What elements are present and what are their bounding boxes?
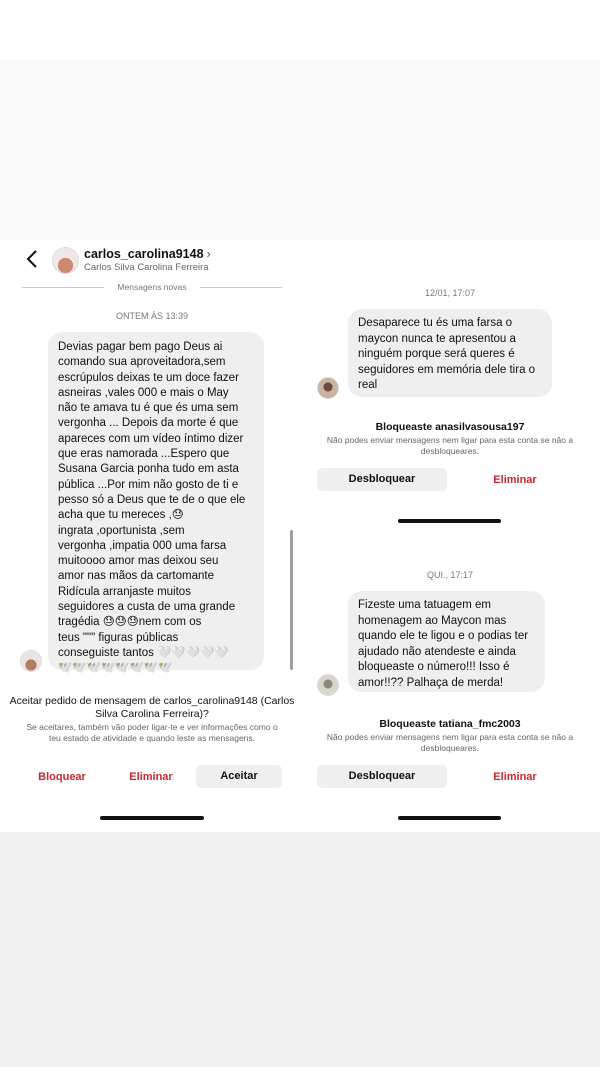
thread2-sender-avatar: [317, 674, 339, 696]
thread1-message-line: real: [358, 379, 378, 391]
message-request-panel: [8, 240, 296, 826]
delete-button[interactable]: Eliminar: [129, 771, 173, 783]
chevron-right-icon: ›: [206, 247, 211, 261]
message-line: comando sua aproveitadora,sem: [58, 356, 226, 369]
message-line: que eras namorada ...Espero que: [58, 448, 230, 461]
message-line: vergonha ... Depois da morte é que: [58, 417, 239, 430]
request-info: Se aceitares, também vão poder ligar-te e ver informações como o teu estado de atividade e quando leste as mensagens.: [26, 722, 278, 743]
message-line: conseguiste tantos 🤍🤍🤍🤍🤍: [58, 646, 229, 659]
thread2-message-line: homenagem ao Maycon mas: [358, 614, 507, 627]
thread2-message-line: ajudado não atendeste e ainda: [358, 645, 516, 658]
sender-avatar: [20, 650, 42, 672]
thread2-message-line: amor!!?? Palhaça de merda!: [358, 676, 504, 689]
thread1-message-line: seguidores em memória dele tira o: [358, 363, 536, 376]
profile-avatar[interactable]: [52, 247, 79, 274]
message-line: não te amava tu é que és uma sem: [58, 402, 239, 415]
thread2-blocked-info: Não podes enviar mensagens nem ligar para esta conta se não a desbloqueares.: [326, 732, 574, 753]
thread2-message-line: Fizeste uma tatuagem em: [358, 599, 491, 611]
thread1-message-line: maycon nunca te apresentou a: [358, 332, 516, 345]
home-indicator: [100, 816, 204, 820]
message-line: pesso só a Deus que te de o que ele: [58, 493, 246, 506]
message-line: apareces com um vídeo íntimo dizer: [58, 432, 244, 445]
back-arrow-icon[interactable]: [26, 250, 38, 268]
message-line: vergonha ,impatia 000 uma farsa: [58, 539, 227, 552]
thread2-unblock-button[interactable]: Desbloquear: [317, 765, 447, 788]
message-line: acha que tu mereces ,😓: [58, 509, 184, 522]
thread2-delete-button[interactable]: Eliminar: [493, 771, 537, 783]
blocked-threads-panel: [306, 240, 594, 826]
thread1-message-line: ninguém porque será queres é: [358, 348, 515, 360]
thread1-message-text: [358, 316, 542, 394]
message-line: asneiras ,vales 000 e mais o May: [58, 386, 229, 399]
request-title: Aceitar pedido de mensagem de carlos_carolina9148 (Carlos Silva Carolina Ferreira)?: [9, 695, 295, 720]
thread2-message-text: [358, 598, 535, 691]
message-line: seguidores a custa de uma grande: [58, 601, 236, 614]
thread1-message-bubble[interactable]: [348, 309, 552, 397]
thread2-message-line: quando ele te ligou e o podias ter: [358, 630, 529, 642]
thread1-timestamp: 12/01, 17:07: [424, 288, 476, 298]
thread2-blocked-title: Bloqueaste tatiana_fmc2003: [379, 718, 521, 730]
message-line: escrúpulos deixas te um doce fazer: [58, 371, 239, 384]
message-line: Susana Garcia ponha tudo em asta: [58, 463, 239, 476]
message-line: Devias pagar bem pago Deus ai: [58, 341, 223, 353]
scrollbar[interactable]: [290, 530, 293, 670]
message-line: ingrata ,oportunista ,sem: [58, 524, 185, 537]
thread1-sender-avatar: [317, 377, 339, 399]
thread1-blocked-info: Não podes enviar mensagens nem ligar para esta conta se não a desbloqueares.: [326, 435, 574, 456]
profile-username[interactable]: carlos_carolina9148 ›: [84, 247, 211, 261]
top-background: [0, 0, 600, 60]
thread2-message-line: bloqueaste o número!!! Isso é: [358, 661, 510, 673]
thread1-home-indicator: [398, 519, 501, 523]
message-line: 🕊️🕊️🕊️🕊️🕊️🕊️🕊️🕊️: [58, 662, 173, 675]
message-line: teus """ figuras públicas: [58, 631, 179, 644]
accept-button[interactable]: Aceitar: [196, 765, 282, 788]
new-messages-divider: Mensagens novas: [8, 282, 296, 292]
block-button[interactable]: Bloquear: [38, 771, 86, 783]
message-line: pública ...Por mim não gosto de ti e: [58, 478, 239, 491]
message-line: Ridícula arranjaste muitos: [58, 585, 191, 598]
thread1-message-line: Desaparece tu és uma farsa o: [358, 317, 513, 329]
profile-full-name: Carlos Silva Carolina Ferreira: [84, 262, 209, 273]
thread1-unblock-button[interactable]: Desbloquear: [317, 468, 447, 491]
thread1-blocked-title: Bloqueaste anasilvasousa197: [375, 421, 525, 433]
thread2-message-bubble[interactable]: [348, 591, 545, 692]
bottom-background: [0, 832, 600, 1067]
message-text: [58, 340, 254, 677]
message-line: tragédia 😓😓😓nem com os: [58, 616, 202, 629]
message-line: amor nas mãos da cartomante: [58, 570, 214, 583]
message-timestamp: ONTEM ÀS 13:39: [115, 311, 189, 321]
thread2-timestamp: QUI., 17:17: [426, 570, 474, 580]
message-line: muitoooo amor mas deixou seu: [58, 555, 219, 568]
message-bubble[interactable]: [48, 332, 264, 675]
thread1-delete-button[interactable]: Eliminar: [493, 474, 537, 486]
thread2-home-indicator: [398, 816, 501, 820]
upper-background: [0, 60, 600, 240]
